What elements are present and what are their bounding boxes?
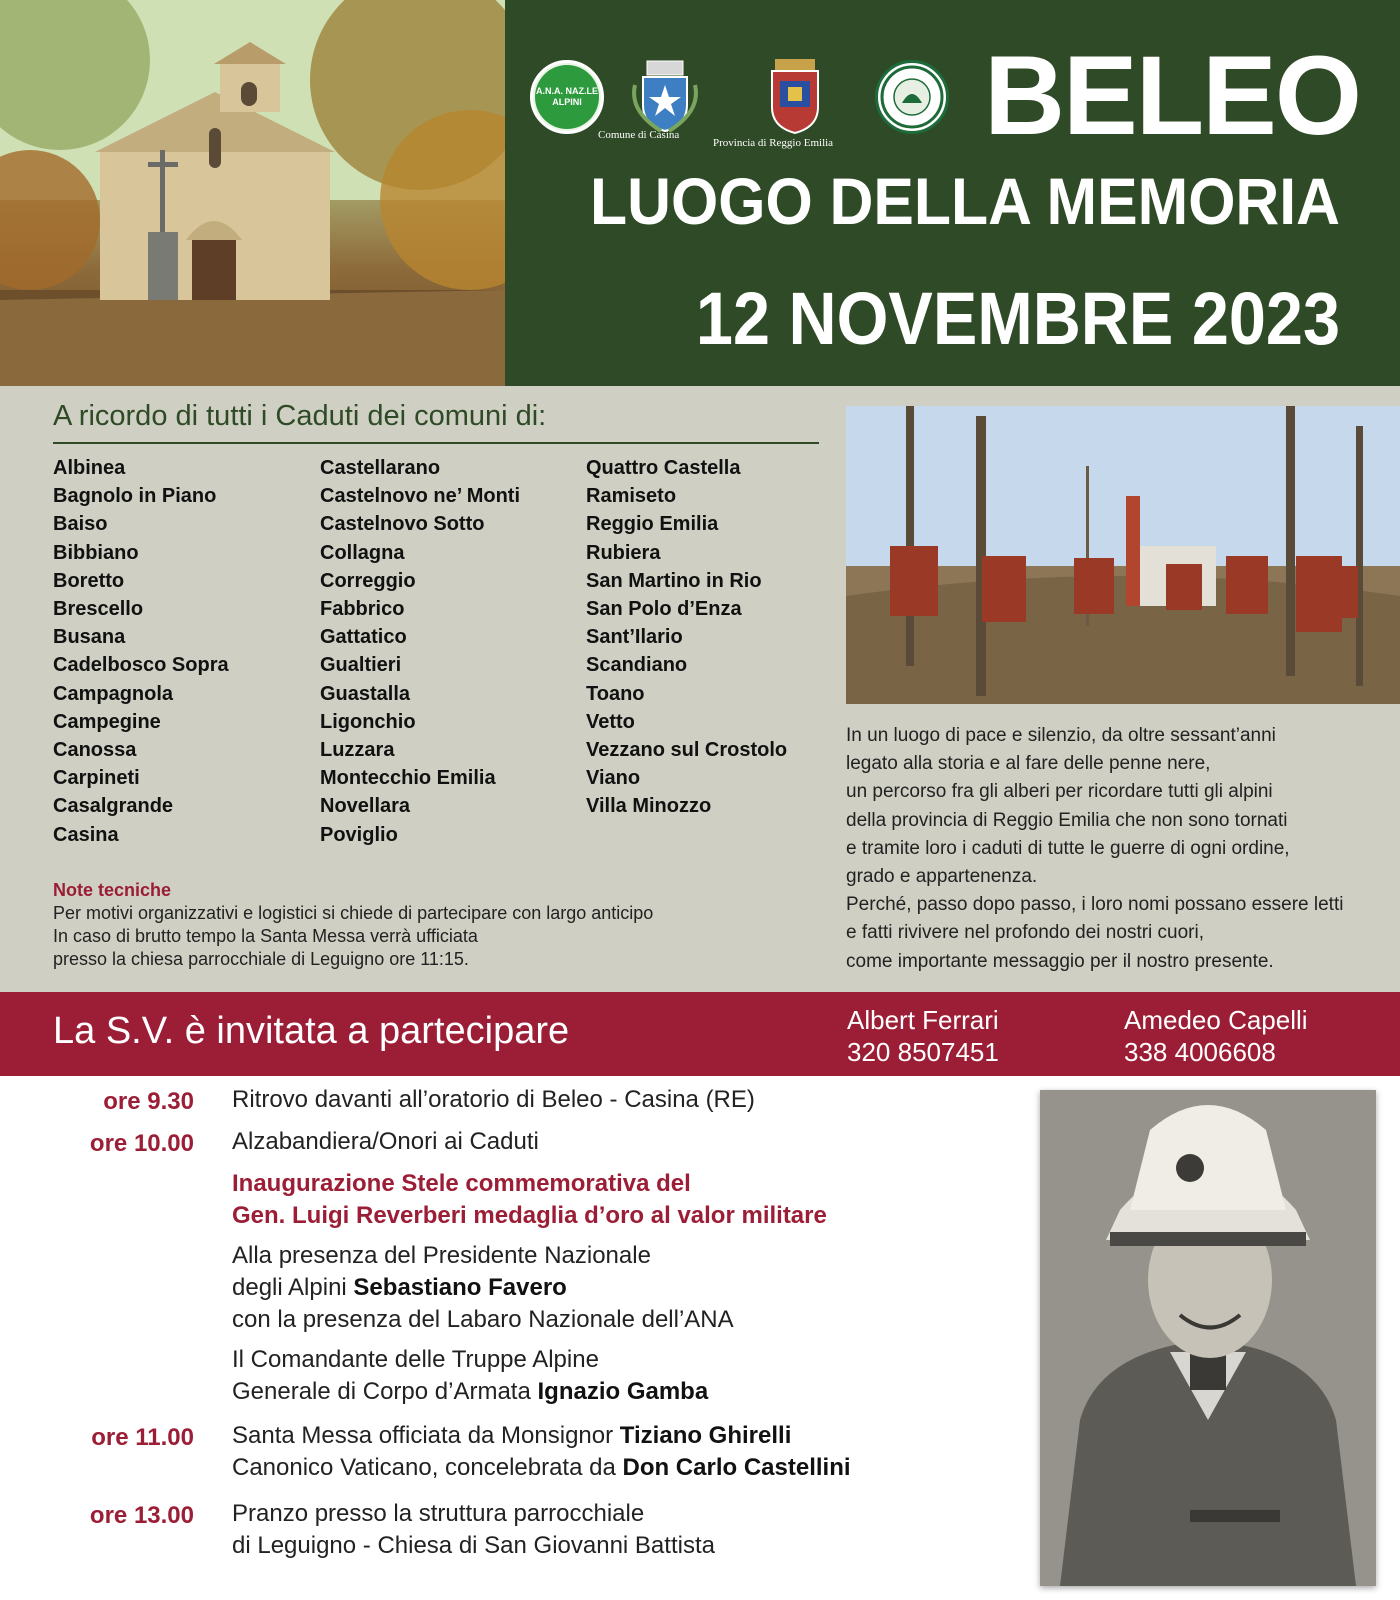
comune-item: Bagnolo in Piano xyxy=(53,485,217,508)
time-1300: ore 13.00 xyxy=(89,1502,194,1529)
comune-item: Gualtieri xyxy=(320,654,402,677)
programme-line xyxy=(232,1452,851,1484)
time-0930: ore 9.30 xyxy=(103,1088,194,1115)
comune-item: Cadelbosco Sopra xyxy=(53,654,229,677)
comune-item: Castelnovo Sotto xyxy=(320,513,485,536)
programme-line xyxy=(232,1420,791,1452)
note-line: Per motivi organizzativi e logistici si chiede di partecipare con largo anticipo xyxy=(53,903,654,923)
comune-item: Viano xyxy=(586,767,641,790)
line-text: degli Alpini xyxy=(232,1274,354,1301)
programme-line: Il Comandante delle Truppe Alpine xyxy=(232,1346,599,1373)
comune-item: Rubiera xyxy=(586,541,661,564)
comune-item: Ligonchio xyxy=(320,710,416,733)
description-line: In un luogo di pace e silenzio, da oltre sessant’anni xyxy=(846,725,1276,746)
comune-item: Sant’Ilario xyxy=(586,626,683,649)
comune-item: Toano xyxy=(586,682,645,705)
comune-item: Scandiano xyxy=(586,654,688,677)
time-1000: ore 10.00 xyxy=(89,1130,194,1157)
programme-line: Pranzo presso la struttura parrocchiale xyxy=(232,1500,645,1527)
time-1100: ore 11.00 xyxy=(91,1424,194,1451)
note-line: In caso di brutto tempo la Santa Messa verrà ufficiata xyxy=(53,926,478,946)
comune-item: Casalgrande xyxy=(53,795,174,818)
line-text: Canonico Vaticano, concelebrata da xyxy=(232,1454,623,1481)
comune-item: Collagna xyxy=(320,541,405,564)
comune-item: Villa Minozzo xyxy=(586,795,712,818)
comune-item: Novellara xyxy=(320,795,411,818)
contact-name: Albert Ferrari xyxy=(847,1005,999,1035)
comune-item: Boretto xyxy=(53,569,125,592)
casina-crest-icon xyxy=(625,55,705,135)
comune-item: Canossa xyxy=(53,739,137,762)
person-name: Don Carlo Castellini xyxy=(622,1454,851,1481)
comune-item: Busana xyxy=(53,626,126,649)
church-photo xyxy=(0,0,505,386)
programme-line: Alzabandiera/Onori ai Caduti xyxy=(232,1128,539,1155)
ana-alpini-logo xyxy=(530,60,604,134)
comune-item: Brescello xyxy=(53,598,144,621)
programme-line xyxy=(232,1272,567,1304)
comune-item: San Martino in Rio xyxy=(586,569,762,592)
description-line: come importante messaggio per il nostro presente. xyxy=(846,950,1274,972)
event-subtitle: LUOGO DELLA MEMORIA xyxy=(590,164,1340,238)
comune-item: Poviglio xyxy=(320,823,398,846)
memorial-illustration xyxy=(846,406,1400,704)
comuni-column-1 xyxy=(53,454,229,849)
description-line: Perché, passo dopo passo, i loro nomi possano essere letti xyxy=(846,894,1344,916)
comune-item: Ramiseto xyxy=(586,485,677,508)
comune-item: Bibbiano xyxy=(53,541,139,564)
comune-item: Fabbrico xyxy=(320,598,405,621)
comuni-column-3 xyxy=(586,454,787,821)
ana-logo-text: A.N.A. NAZ.LE ALPINI xyxy=(535,65,599,129)
contact-capelli xyxy=(1124,1004,1308,1068)
general-portrait-photo xyxy=(1040,1090,1376,1586)
general-portrait-illustration xyxy=(1040,1090,1376,1586)
programme-line: Alla presenza del Presidente Nazionale xyxy=(232,1242,651,1269)
ricordo-divider xyxy=(53,442,819,444)
comune-item: Carpineti xyxy=(53,767,140,790)
coro-canossa-logo xyxy=(875,60,949,134)
contact-name: Amedeo Capelli xyxy=(1124,1005,1308,1035)
description-line: e fatti rivivere nel profondo dei nostri cuori, xyxy=(846,922,1205,944)
description-line: e tramite loro i caduti di tutte le guerre di ogni ordine, xyxy=(846,837,1290,859)
comune-item: Quattro Castella xyxy=(586,457,741,479)
note-text xyxy=(53,902,813,971)
provincia-crest-icon xyxy=(730,55,860,135)
contact-phone: 320 8507451 xyxy=(847,1037,999,1067)
comune-item: Castelnovo ne’ Monti xyxy=(320,485,521,508)
programme xyxy=(0,1076,1040,1600)
description-line: un percorso fra gli alberi per ricordare tutti gli alpini xyxy=(846,781,1273,803)
comuni-column-2 xyxy=(320,454,520,849)
line-text: Generale di Corpo d’Armata xyxy=(232,1378,538,1405)
comune-item: Vezzano sul Crostolo xyxy=(586,739,788,762)
comune-item: Correggio xyxy=(320,569,416,592)
event-date: 12 NOVEMBRE 2023 xyxy=(695,277,1340,360)
programme-line: Ritrovo davanti all’oratorio di Beleo - Casina (RE) xyxy=(232,1086,755,1113)
church-illustration xyxy=(0,0,505,386)
comune-item: Gattatico xyxy=(320,626,407,649)
invitation-text: La S.V. è invitata a partecipare xyxy=(53,1010,570,1052)
invitation-band xyxy=(0,992,1400,1076)
provincia-caption: Provincia di Reggio Emilia xyxy=(713,137,834,149)
programme-highlight: Gen. Luigi Reverberi medaglia d’oro al valor militare xyxy=(232,1202,827,1229)
comune-item: Montecchio Emilia xyxy=(320,767,496,790)
ricordo-title: A ricordo di tutti i Caduti dei comuni di: xyxy=(53,400,547,432)
person-name: Ignazio Gamba xyxy=(537,1378,709,1405)
comune-item: Baiso xyxy=(53,513,108,536)
comune-item: Campagnola xyxy=(53,682,174,705)
comune-item: San Polo d’Enza xyxy=(586,598,742,621)
comune-item: Albinea xyxy=(53,457,126,479)
programme-line xyxy=(232,1376,708,1408)
programme-line: di Leguigno - Chiesa di San Giovanni Battista xyxy=(232,1532,715,1559)
caduti-section xyxy=(0,386,1400,992)
programme-highlight: Inaugurazione Stele commemorativa del xyxy=(232,1170,691,1197)
note-title: Note tecniche xyxy=(53,880,172,900)
contact-phone: 338 4006608 xyxy=(1124,1037,1276,1067)
comune-item: Castellarano xyxy=(320,457,441,479)
person-name: Sebastiano Favero xyxy=(353,1274,567,1301)
memorial-photo xyxy=(846,406,1400,704)
person-name: Tiziano Ghirelli xyxy=(619,1422,792,1449)
programme-line: con la presenza del Labaro Nazionale dell’ANA xyxy=(232,1306,734,1333)
comune-item: Guastalla xyxy=(320,682,411,705)
description-text xyxy=(846,722,1386,976)
contact-ferrari xyxy=(847,1004,999,1068)
comune-item: Luzzara xyxy=(320,739,395,762)
line-text: Santa Messa officiata da Monsignor xyxy=(232,1422,620,1449)
comune-item: Campegine xyxy=(53,710,161,733)
comune-item: Reggio Emilia xyxy=(586,513,719,536)
comune-item: Vetto xyxy=(586,710,635,733)
description-line: della provincia di Reggio Emilia che non sono tornati xyxy=(846,809,1288,831)
event-title: BELEO xyxy=(984,33,1360,158)
note-line: presso la chiesa parrocchiale di Leguigno ore 11:15. xyxy=(53,949,469,969)
casina-caption: Comune di Casina xyxy=(598,129,680,141)
description-line: grado e appartenenza. xyxy=(846,866,1038,888)
description-line: legato alla storia e al fare delle penne nere, xyxy=(846,753,1211,775)
coro-logo-icon xyxy=(880,65,944,129)
comune-item: Casina xyxy=(53,823,119,846)
logos-row xyxy=(530,55,950,155)
header xyxy=(0,0,1400,386)
